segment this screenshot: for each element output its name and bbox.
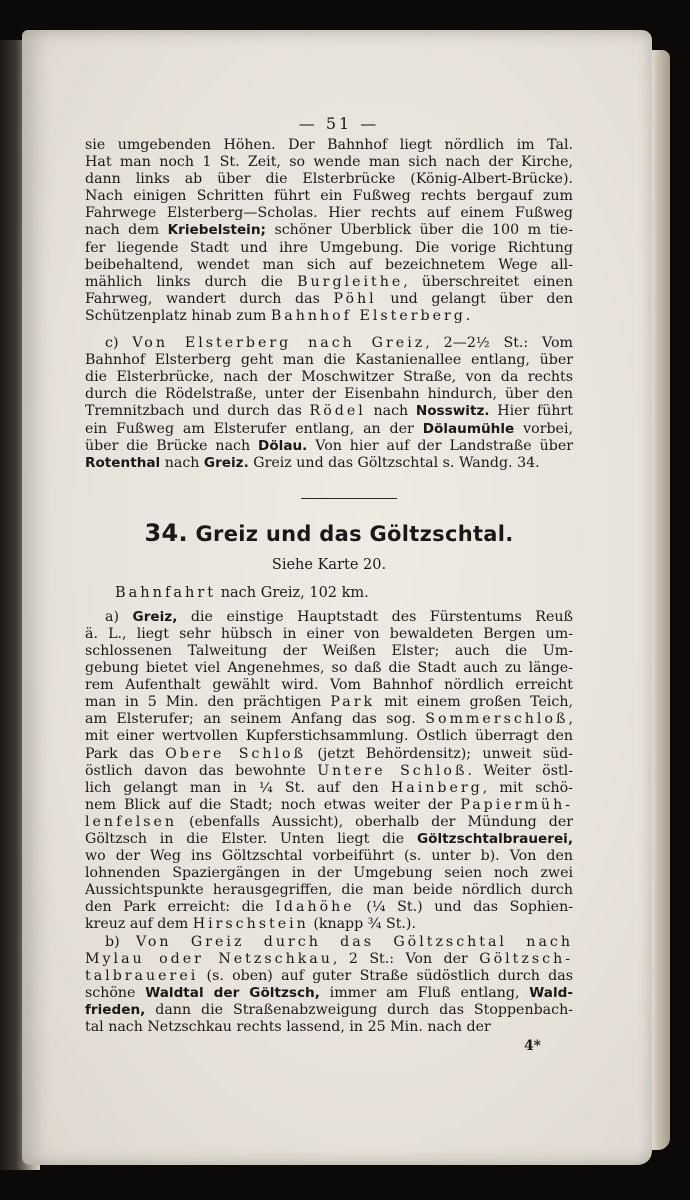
text-line: Fahrwege Elsterberg—Scholas. Hier rechts auf einem Fußweg — [85, 205, 573, 222]
spaced-term: Sommerschloß — [425, 711, 569, 728]
spaced-term: Hirschstein — [192, 916, 309, 933]
spaced-term: Idahöhe — [275, 899, 355, 916]
text-line: lohnenden Spaziergängen in der Umgebung seien noch zwei — [85, 865, 573, 882]
text-line: die Elsterbrücke, nach der Moschwitzer Straße, von da rechts — [85, 369, 573, 386]
text-line: gebung bietet viel Angenehmes, so daß die Stadt auch zu länge- — [85, 660, 573, 677]
text-line: Nach einigen Schritten führt ein Fußweg rechts bergauf zum — [85, 188, 573, 205]
spaced-term: Von Greiz durch das Göltzschtal nach — [135, 933, 573, 950]
text-line: östlich davon das bewohnte Untere Schloß. Weiter östl- — [85, 762, 573, 779]
text-line: beibehaltend, wendet man sich auf bezeichnetem Wege all- — [85, 256, 573, 273]
text-line: wo der Weg ins Göltzschtal vorbeiführt (s. unter b). Von den — [85, 848, 573, 865]
spaced-term: Rödel — [309, 403, 366, 420]
route-label: Bahnfahrt — [115, 584, 217, 601]
signature-mark: 4* — [523, 1038, 541, 1055]
bold-term: Rotenthal — [85, 454, 161, 471]
text-line: Göltzsch in die Elster. Unten liegt die Göltzschtalbrauerei, — [85, 831, 573, 847]
spaced-term: Göltzsch- — [479, 950, 573, 967]
text-line: fer liegende Stadt und ihre Umgebung. Die vorige Richtung — [85, 239, 573, 256]
route-detail: nach Greiz, 102 km. — [216, 584, 369, 601]
spaced-term: Mylau oder Netzschkau — [85, 950, 333, 967]
text-line: dann links ab über die Elsterbrücke (König-Albert-Brücke). — [85, 171, 573, 188]
section-title — [85, 520, 573, 547]
spaced-term: Bahnhof Elsterberg — [270, 307, 466, 324]
page-content — [85, 111, 573, 1054]
text-line: lich gelangt man in ¼ St. auf den Hainberg, mit schö- — [85, 779, 573, 796]
spaced-term: Von Elsterberg nach Greiz — [132, 335, 426, 352]
text-line: nem Blick auf die Stadt; noch etwas weiter der Papiermüh- — [85, 796, 573, 813]
text-line: frieden, dann die Straßenabzweigung durch das Stoppenbach- — [85, 1001, 573, 1018]
text-line: man in 5 Min. den prächtigen Park mit einem großen Teich, — [85, 694, 573, 711]
text-line: Park das Obere Schloß (jetzt Behördensitz); unweit süd- — [85, 745, 573, 762]
text-line: nach dem Kriebelstein; schöner Überblick über die 100 m tie- — [85, 222, 573, 239]
text-line: b) Von Greiz durch das Göltzschtal nach — [105, 933, 573, 950]
spaced-term: lenfelsen — [85, 813, 178, 830]
text-line: Hat man noch 1 St. Zeit, so wende man sich nach der Kirche, — [85, 154, 573, 171]
text-line: schlossenen Talweitung der Weißen Elster; auch die Um- — [85, 642, 573, 659]
route-info — [85, 583, 573, 603]
section-title-text: Greiz und das Göltzschtal. — [195, 521, 514, 546]
text-line: mit einer wertvollen Kupferstichsammlung. Östlich überragt den — [85, 728, 573, 745]
bold-term: Dölau. — [258, 437, 308, 454]
text-line: mählich links durch die Burgleithe, überschreitet einen — [85, 273, 573, 290]
paragraph-1 — [85, 137, 573, 325]
text-line: Fahrweg, wandert durch das Pöhl und gelangt über den — [85, 290, 573, 307]
section-number: 34. — [144, 518, 188, 547]
spaced-term: Pöhl — [333, 290, 377, 307]
bold-term: frieden, — [85, 1001, 146, 1018]
spaced-term: Park — [330, 694, 376, 711]
text-line: Bahnhof Elsterberg geht man die Kastanienallee entlang, über — [85, 352, 573, 369]
spaced-term: talbrauerei — [85, 967, 199, 984]
text-line: Rotenthal nach Greiz. Greiz und das Göltzschtal s. Wandg. 34. — [85, 454, 540, 471]
text-line: am Elsterufer; an seinem Anfang das sog. Sommerschloß, — [85, 711, 573, 728]
bold-term: Waldtal der Göltzsch, — [145, 984, 320, 1001]
bold-term: Kriebelstein; — [167, 222, 266, 239]
spaced-term: Papiermüh- — [460, 796, 573, 813]
bold-term: Greiz. — [203, 454, 249, 471]
spaced-term: Untere Schloß — [317, 762, 468, 779]
text-line: Schützenplatz hinab zum Bahnhof Elsterberg. — [85, 307, 471, 324]
text-line: den Park erreicht: die Idahöhe (¼ St.) und das Sophien- — [85, 899, 573, 916]
bold-term: Greiz, — [132, 608, 178, 625]
section-divider — [301, 498, 397, 499]
text-line: a) Greiz, die einstige Hauptstadt des Fürstentums Reuß — [105, 608, 573, 625]
bold-term: Wald- — [529, 984, 573, 1001]
bold-term: Dölaumühle — [422, 420, 515, 437]
text-line: über die Brücke nach Dölau. Von hier auf der Landstraße über — [85, 437, 573, 454]
text-line: lenfelsen (ebenfalls Aussicht), oberhalb der Mündung der — [85, 813, 573, 830]
text-line: ein Fußweg am Elsterufer entlang, an der Dölaumühle vorbei, — [85, 420, 573, 437]
spaced-term: Burgleithe — [297, 273, 404, 290]
map-reference: Siehe Karte 20. — [271, 556, 387, 573]
bold-term: Göltzschtalbrauerei, — [417, 831, 573, 847]
text-line: sie umgebenden Höhen. Der Bahnhof liegt nördlich im Tal. — [85, 137, 573, 153]
bold-term: Nosswitz. — [415, 403, 490, 420]
paragraph-2 — [85, 335, 573, 472]
text-line: tal nach Netzschkau rechts lassend, in 25 Min. nach der — [85, 1019, 491, 1036]
text-line: schöne Waldtal der Göltzsch, immer am Fluß entlang, Wald- — [85, 984, 573, 1001]
text-line: Tremnitzbach und durch das Rödel nach Nosswitz. Hier führt — [85, 403, 573, 420]
text-line: rem Aufenthalt gewählt wird. Vom Bahnhof nördlich erreicht — [85, 677, 573, 694]
page-number: — 51 — — [298, 114, 380, 133]
spaced-term: Hainberg — [390, 779, 483, 796]
paragraph-4 — [85, 934, 573, 1037]
text-line: ä. L., liegt sehr hübsch in einer von bewaldeten Bergen um- — [85, 625, 573, 642]
text-line: Aussichtspunkte herausgegriffen, die man beide nördlich durch — [85, 882, 573, 899]
spaced-term: Obere Schloß — [165, 745, 307, 762]
paragraph-3 — [85, 609, 573, 934]
text-line: durch die Rödelstraße, unter der Eisenbahn hindurch, über den — [85, 386, 573, 403]
text-line: c) Von Elsterberg nach Greiz, 2—2½ St.: Vom — [105, 335, 573, 352]
text-line: kreuz auf dem Hirschstein (knapp ¾ St.). — [85, 916, 416, 933]
text-line: Mylau oder Netzschkau, 2 St.: Von der Göltzsch- — [85, 950, 573, 967]
text-line: talbrauerei (s. oben) auf guter Straße südöstlich durch das — [85, 967, 573, 984]
